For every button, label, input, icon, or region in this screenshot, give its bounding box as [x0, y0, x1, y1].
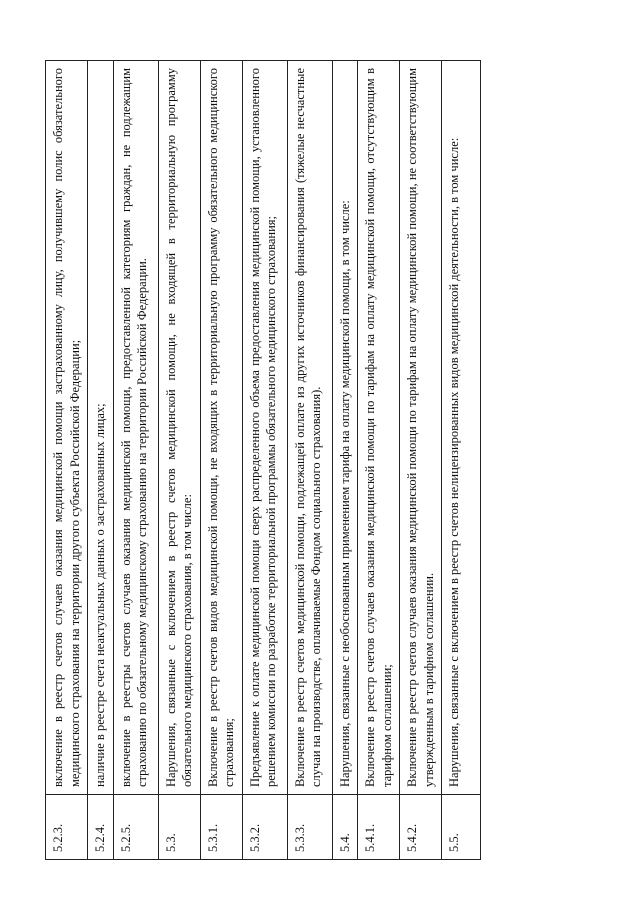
table-row [442, 61, 481, 860]
row-text: Включение в реестр счетов медицинской помощи, подлежащей оплате из других источников финансирования (тяжелые несчастные случаи на производстве, оплачиваемые Фондом социального страхования). [287, 61, 332, 795]
row-text: Нарушения, связанные с включением в реестр счетов медицинской помощи, не входящей в территориальную программу обязательного медицинского страхования, в том числе: [158, 61, 200, 795]
row-text: Предъявление к оплате медицинской помощи сверх распределенного объема предоставления медицинской помощи, установленного решением комиссии по разработке территориальной программы обязательного медицинского страхования; [242, 61, 287, 795]
table-row [200, 61, 242, 860]
table-row [46, 61, 88, 860]
row-number: 5.3. [158, 795, 200, 860]
row-number: 5.3.2. [242, 795, 287, 860]
row-number: 5.2.5. [113, 795, 158, 860]
table-row [287, 61, 332, 860]
row-text: Нарушения, связанные с включением в реестр счетов нелицензированных видов медицинской деятельности, в том числе: [442, 61, 481, 795]
row-number: 5.4.1. [358, 795, 400, 860]
table-row [113, 61, 158, 860]
table-row [400, 61, 442, 860]
row-text: Включение в реестр счетов случаев оказания медицинской помощи по тарифам на оплату медицинской помощи, отсутствующим в тарифном соглашении; [358, 61, 400, 795]
row-number: 5.5. [442, 795, 481, 860]
row-text: включение в реестры счетов случаев оказания медицинской помощи, предоставленной категориям граждан, не подлежащим страхованию по обязательному медицинскому страхованию на территории Российской Федерации. [113, 61, 158, 795]
table-row [88, 61, 114, 860]
row-text: наличие в реестре счета неактуальных данных о застрахованных лицах; [88, 61, 114, 795]
table-row [158, 61, 200, 860]
row-number: 5.2.4. [88, 795, 114, 860]
row-text: включение в реестр счетов случаев оказания медицинской помощи застрахованному лицу, получившему полис обязательного медицинского страхования на территории другого субъекта Российской Федерации; [46, 61, 88, 795]
table-row [242, 61, 287, 860]
row-number: 5.2.3. [46, 795, 88, 860]
rotated-table-container [45, 60, 555, 860]
row-number: 5.4.2. [400, 795, 442, 860]
row-number: 5.4. [332, 795, 358, 860]
row-text: Включение в реестр счетов видов медицинской помощи, не входящих в территориальную программу обязательного медицинского страхования; [200, 61, 242, 795]
violations-table [45, 60, 481, 860]
row-number: 5.3.3. [287, 795, 332, 860]
table-row [332, 61, 358, 860]
row-text: Нарушения, связанные с необоснованным применением тарифа на оплату медицинской помощи, в том числе: [332, 61, 358, 795]
table-row [358, 61, 400, 860]
row-text: Включение в реестр счетов случаев оказания медицинской помощи по тарифам на оплату медицинской помощи, не соответствующим утвержденным в тарифном соглашении. [400, 61, 442, 795]
row-number: 5.3.1. [200, 795, 242, 860]
